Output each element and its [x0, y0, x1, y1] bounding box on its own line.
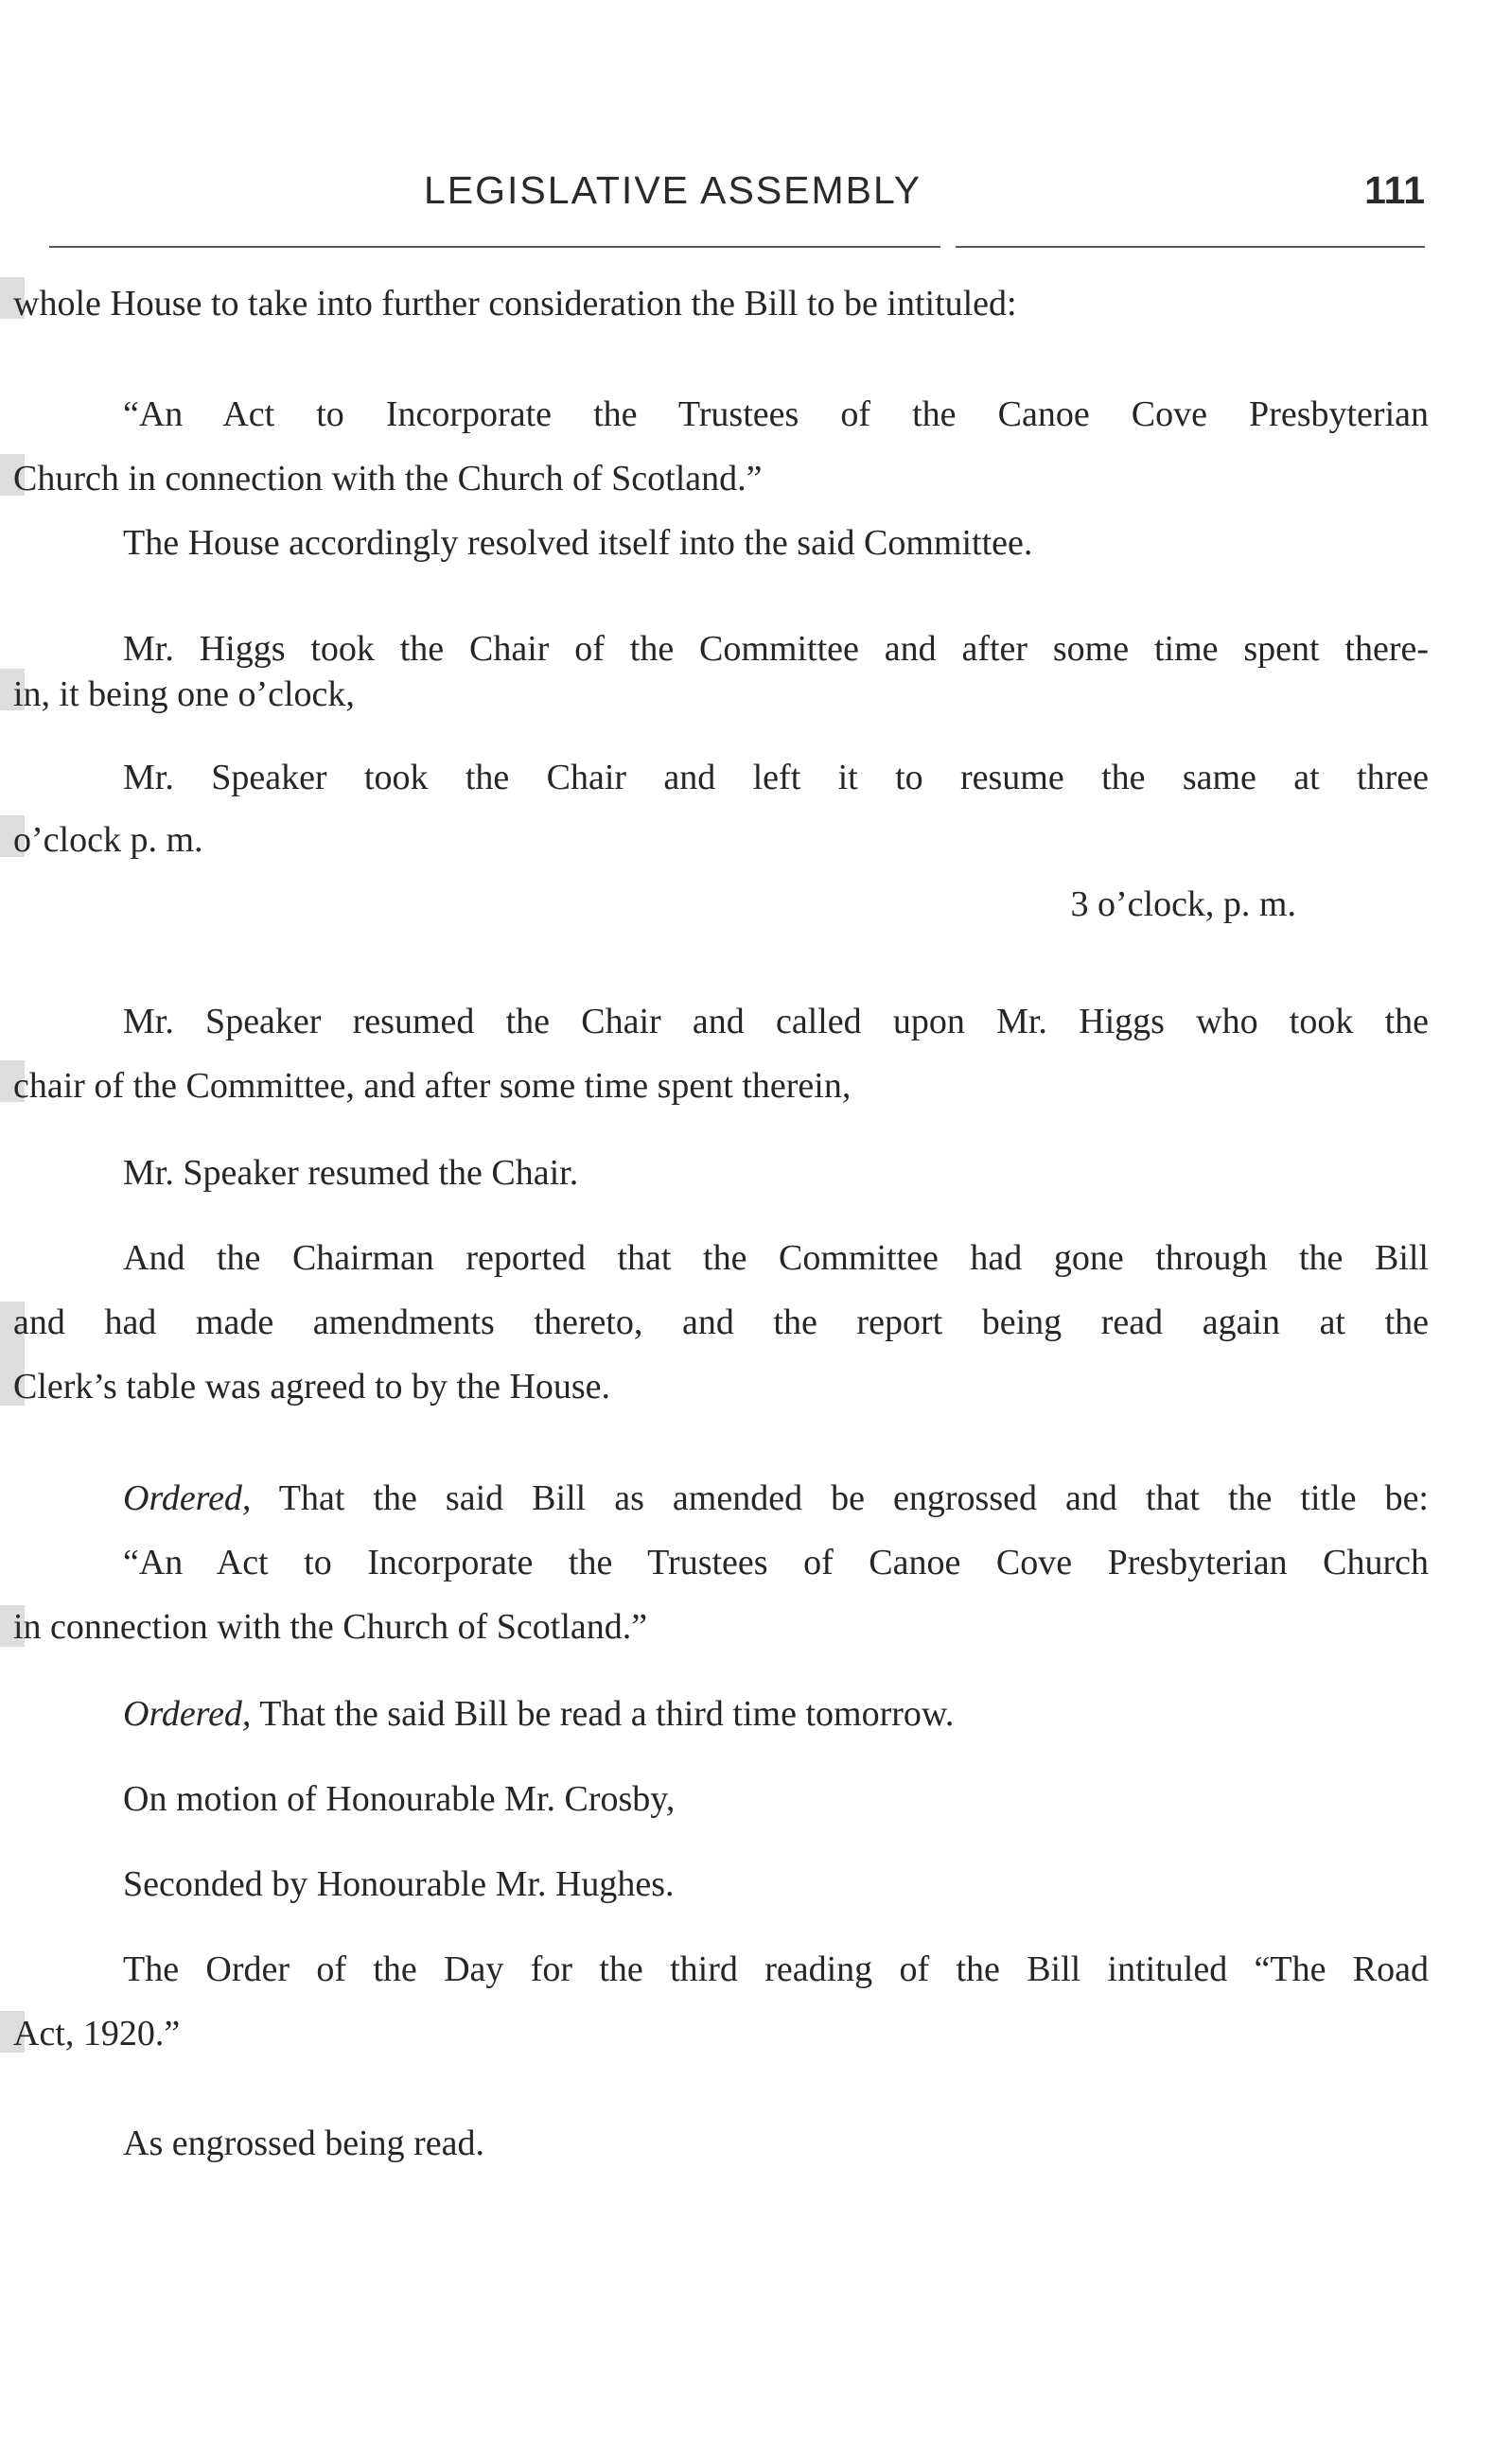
body-line: The Order of the Day for the third reading of the Bill intituled “The Road	[123, 1949, 1429, 1989]
body-line: whole House to take into further consideration the Bill to be intituled:	[13, 284, 1017, 323]
body-line: Seconded by Honourable Mr. Hughes.	[123, 1864, 675, 1904]
header-rule	[49, 246, 940, 248]
body-line: Mr. Speaker resumed the Chair and called upon Mr. Higgs who took the	[123, 1002, 1429, 1041]
body-text: That the said Bill as amended be engrossed and that the title be:	[251, 1478, 1429, 1518]
header-rule-right	[956, 246, 1425, 248]
body-line: “An Act to Incorporate the Trustees of Canoe Cove Presbyterian Church	[123, 1543, 1429, 1582]
body-line: The House accordingly resolved itself into the said Committee.	[123, 523, 1033, 563]
page-number: 111	[1364, 168, 1425, 212]
body-line: Mr. Speaker took the Chair and left it to resume the same at three	[123, 758, 1429, 797]
time-heading: 3 o’clock, p. m.	[1070, 884, 1296, 924]
ordered-label: Ordered,	[123, 1478, 252, 1518]
body-line: “An Act to Incorporate the Trustees of the Canoe Cove Presbyterian	[123, 394, 1429, 434]
body-line: in connection with the Church of Scotland.”	[13, 1607, 648, 1647]
body-line: in, it being one o’clock,	[13, 674, 355, 714]
ordered-label: Ordered,	[123, 1694, 252, 1734]
body-line: Act, 1920.”	[13, 2014, 181, 2053]
running-header: LEGISLATIVE ASSEMBLY	[424, 168, 922, 212]
body-line: On motion of Honourable Mr. Crosby,	[123, 1779, 676, 1819]
body-line: As engrossed being read.	[123, 2123, 485, 2163]
body-line: chair of the Committee, and after some time spent therein,	[13, 1066, 852, 1106]
body-line: And the Chairman reported that the Committee had gone through the Bill	[123, 1238, 1429, 1278]
body-text: That the said Bill be read a third time tomorrow.	[251, 1694, 955, 1734]
body-line	[123, 1693, 954, 1735]
body-line: o’clock p. m.	[13, 820, 203, 860]
body-line: and had made amendments thereto, and the report being read again at the	[13, 1302, 1429, 1342]
body-line: Clerk’s table was agreed to by the House.	[13, 1367, 611, 1407]
body-line: Mr. Speaker resumed the Chair.	[123, 1153, 579, 1193]
body-line: Church in connection with the Church of Scotland.”	[13, 459, 763, 498]
body-line	[123, 1477, 1429, 1519]
body-line: Mr. Higgs took the Chair of the Committee and after some time spent there-	[123, 629, 1429, 669]
